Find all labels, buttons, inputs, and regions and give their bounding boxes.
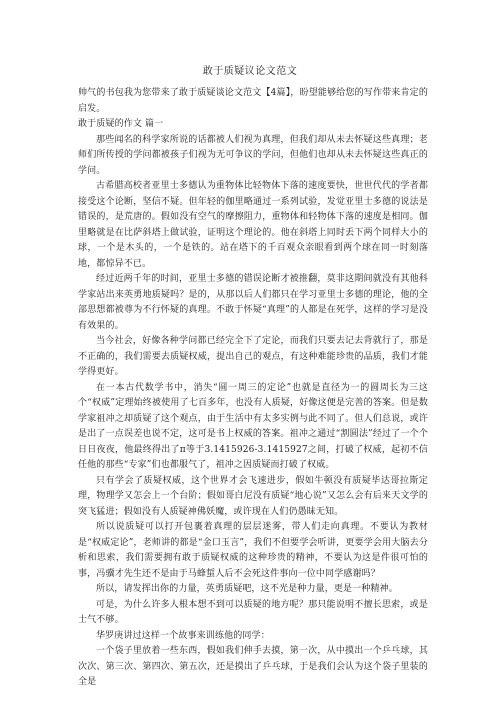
page-title: 敢于质疑议论文范文 [202, 66, 298, 77]
paragraph: 只有学会了质疑权威，这个世界才会飞速进步，假如牛顿没有质疑毕达哥拉斯定理，物理学又怎会上一个台阶；假如哥白尼没有质疑“地心说”又怎么会有后来天文学的突飞猛进；假如没有人质疑神佛妖魔，或许现在人们仍愚昧无知。 [78, 475, 428, 517]
paragraph: 所以，请发挥出你的力量，英勇质疑吧，这不光是种力量，更是一种精神。 [96, 584, 398, 594]
paragraph: 华罗庚讲过这样一个故事来训练他的同学： [96, 630, 270, 641]
paragraph: 可是，为什么许多人根本想不到可以质疑的地方呢？那只能说明不擅长思索，或是士气不够。 [78, 599, 428, 625]
paragraph: 帅气的书包我为您带来了敢于质疑谈论文范文【4篇】，盼望能够给您的写作带来肯定的启发。 [78, 88, 428, 114]
paragraph: 当今社会，好像各种学问都已经完全下了定论，而我们只要去记去背就行了，那是不正确的，我们需要去质疑权威，提出自己的观点，有这种难能珍贵的品质，我们才能学得更好。 [78, 336, 428, 377]
paragraph: 一个袋子里放着一些东西，假如我们伸手去摸，第一次，从中摸出一个乒乓球，其次次、第三次、第四次、第五次，还是摸出了乒乓球，于是我们会认为这个袋子里装的全是 [78, 646, 428, 687]
paragraph: 经过近两千年的时间，亚里士多德的错误论断才被推翻，莫非这期间就没有其他科学家站出来英勇地质疑吗？是的，从那以后人们都只在学习亚里士多德的理论，他的全部思想都被尊为不行怀疑的真理。不敢于怀疑“真理”的人都是在死学，这样的学习是没有效果的。 [78, 274, 428, 331]
paragraph: 所以说质疑可以打开包裹着真理的层层迷雾，带人们走向真理。不要认为教材是“权威定论”，老师讲的都是“金口玉言”，我们不但要学会听讲，更要学会用大脑去分析和思索，我们需要拥有敢于质疑权威的这种珍贵的精神，不要认为这是件很可怕的事，冯骥才先生还不是由于马蜂蜇人后不会死这件事向一位中同学感谢吗？ [78, 522, 428, 579]
paragraph: 那些闻名的科学家所说的话都被人们视为真理，但我们却从未去怀疑这些真理；老师们所传授的学问都被孩子们视为无可争议的学问，但他们也却从未去怀疑这些真正的学问。 [78, 134, 428, 176]
paragraph: 在一本古代数学书中，消失“圆一周三的定论”也就是直径为一的圆周长为三这个“权威”定理始终被使用了七百多年，也没有人质疑，好像这便是完善的答案。但是数学家祖冲之却质疑了这个观点，由于生活中有太多实例与此不同了。但人们总说，或许是出了一点误差也说不定，这可是书上权威的答案。祖冲之通过“割圆法”经过了一个个日日夜夜，他最终得出了π等于3.1415926-3.1415927之间，打破了权威，起初不信任他的那些“专家”们也都服气了，祖冲之因质疑而打破了权威。 [78, 382, 428, 470]
paragraph: 古希腊高校者亚里士多德认为重物体比轻物体下落的速度要快，世世代代的学者都接受这个论断，坚信不疑。但年轻的伽里略通过一系列试验，发觉亚里士多德的说法是错误的，是荒唐的。假如没有空气的摩擦阻力，重物体和轻物体下落的速度是相同。伽里略就是在比萨斜塔上做试验，证明这个理论的。他在斜塔上同时丢下两个同样大小的球，一个是木头的，一个是铁的。站在塔下的千百观众亲眼看到两个球在同一时刻落地，都惊异不已。 [78, 181, 428, 269]
paragraph: 敢于质疑的作文 篇一 [78, 119, 164, 129]
document-body [78, 86, 428, 691]
